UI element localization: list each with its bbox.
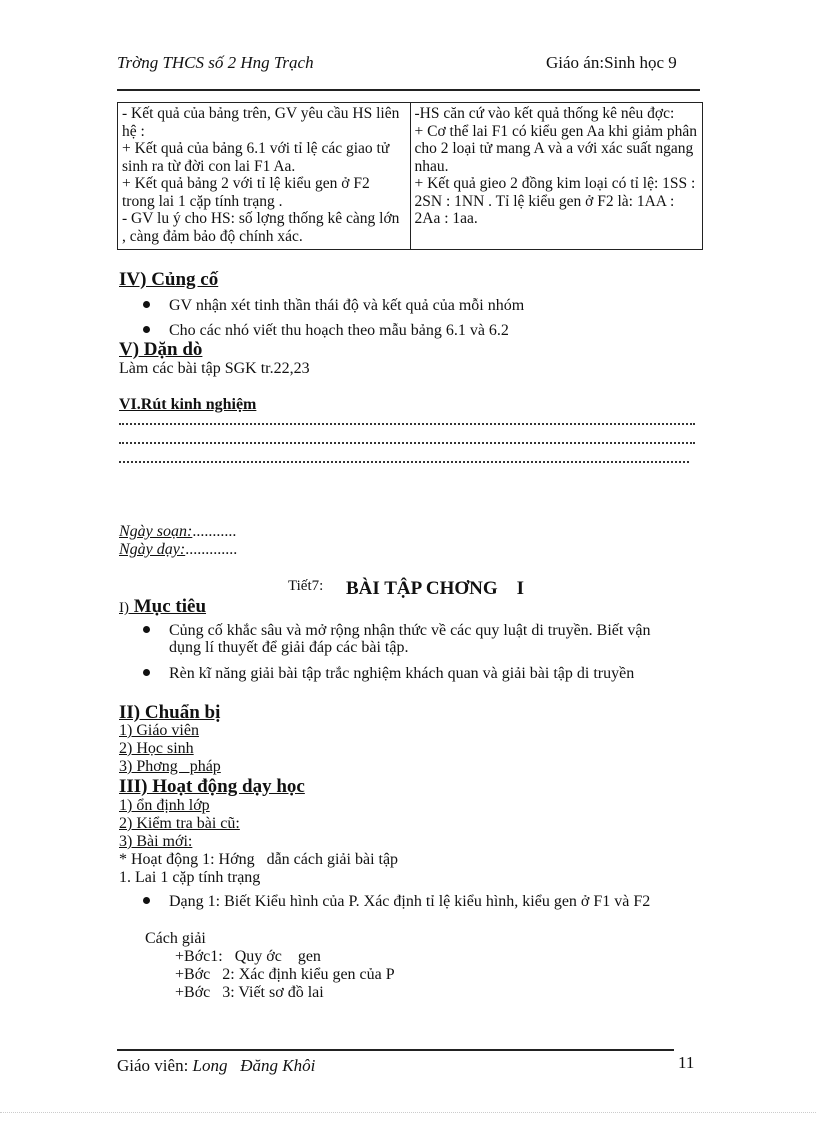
table-right-line: + Cơ thể lai F1 có kiểu gen Aa khi giảm phân cho 2 loại tử mang A và a với xác suất ngang nhau. (414, 122, 698, 175)
page-edge (0, 1112, 816, 1113)
step-item: +Bớc1: Quy ớc gen (175, 948, 321, 965)
step-item: +Bớc 3: Viết sơ đồ lai (175, 984, 324, 1001)
list-item: 1) Giáo viên (119, 722, 199, 739)
activity-table (117, 102, 703, 250)
header-subject: Giáo án:Sinh học 9 (546, 53, 677, 72)
dotted-line (119, 438, 695, 444)
list-item: 2) Học sinh (119, 740, 194, 757)
footer-name: Long Đăng Khôi (192, 1056, 316, 1075)
section-1-number: I) (119, 600, 129, 616)
footer-label: Giáo viên: (117, 1056, 193, 1075)
table-left-line: + Kết quả của bảng 6.1 với tỉ lệ các giao tử sinh ra từ đời con lai F1 Aa. (122, 140, 390, 175)
dotted-line (119, 419, 695, 425)
date-day (119, 541, 237, 559)
bullet-icon (143, 626, 150, 633)
table-left-line: - Kết quả của bảng trên, GV yêu cầu HS liên hệ : (122, 105, 400, 140)
date-soan-label: Ngày soạn: (119, 523, 193, 540)
lai-heading: 1. Lai 1 cặp tính trạng (119, 869, 261, 886)
section-3-title: III) Hoạt động dạy học (119, 776, 305, 797)
date-soan-value: ........... (192, 523, 237, 540)
dotted-line (119, 457, 689, 463)
date-day-label: Ngày dạy: (119, 541, 186, 558)
bullet-icon (143, 326, 150, 333)
section-5-text: Làm các bài tập SGK tr.22,23 (119, 360, 310, 377)
bullet-icon (143, 669, 150, 676)
section-6-title: VI.Rút kinh nghiệm (119, 396, 257, 413)
date-day-value: ............. (185, 541, 238, 558)
list-item: 2) Kiểm tra bài cũ: (119, 815, 240, 832)
bullet-icon (143, 897, 150, 904)
header-school: Trờng THCS số 2 Hng Trạch (117, 53, 314, 72)
list-item: GV nhận xét tinh thần thái độ và kết quả của mỗi nhóm (143, 297, 703, 314)
list-item: Cho các nhó viết thu hoạch theo mẫu bảng 6.1 và 6.2 (143, 322, 703, 339)
section-5-title: V) Dặn dò (119, 339, 203, 360)
section-2-title: II) Chuẩn bị (119, 702, 221, 723)
table-right-cell (410, 103, 703, 250)
step-item: +Bớc 2: Xác định kiểu gen của P (175, 966, 395, 983)
list-item: Dạng 1: Biết Kiểu hình của P. Xác định tỉ lệ kiểu hình, kiểu gen ở F1 và F2 (143, 893, 693, 910)
bullet-icon (143, 301, 150, 308)
header-rule (117, 89, 700, 91)
table-left-line: + Kết quả bảng 2 với tỉ lệ kiểu gen ở F2 trong lai 1 cặp tính trạng . (122, 175, 370, 210)
footer-teacher (117, 1056, 315, 1076)
lesson-number: Tiết7: (288, 578, 324, 594)
activity-1-heading: * Hoạt động 1: Hớng dẫn cách giải bài tập (119, 851, 399, 868)
date-soan (119, 523, 236, 541)
table-left-cell (118, 103, 411, 250)
list-item: 3) Phơng pháp (119, 758, 221, 775)
section-1-title (119, 597, 206, 618)
list-item: Củng cố khắc sâu và mở rộng nhận thức về các quy luật di truyền. Biết vận dụng lí thuyết để giải đáp các bài tập. (143, 622, 673, 656)
list-item: Rèn kĩ năng giải bài tập trắc nghiệm khách quan và giải bài tập di truyền (143, 665, 673, 682)
list-item: 3) Bài mới: (119, 833, 193, 850)
page-title: BÀI TẬP CHƠNG I (346, 578, 525, 599)
table-right-line: + Kết quả gieo 2 đồng kim loại có tỉ lệ: 1SS : 2SN : 1NN . Tỉ lệ kiểu gen ở F2 là: 1AA : 2Aa : 1aa. (414, 175, 696, 227)
section-4-title: IV) Củng cố (119, 269, 219, 290)
section-1-label: Mục tiêu (129, 596, 207, 617)
footer-rule (117, 1049, 674, 1051)
page-number: 11 (678, 1053, 695, 1072)
list-item: 1) ổn định lớp (119, 797, 210, 814)
cach-giai-label: Cách giải (145, 930, 206, 947)
table-right-line: -HS căn cứ vào kết quả thống kê nêu đợc: (414, 105, 675, 122)
table-left-line: - GV lu ý cho HS: số lợng thống kê càng lớn , càng đảm bảo độ chính xác. (122, 210, 400, 245)
